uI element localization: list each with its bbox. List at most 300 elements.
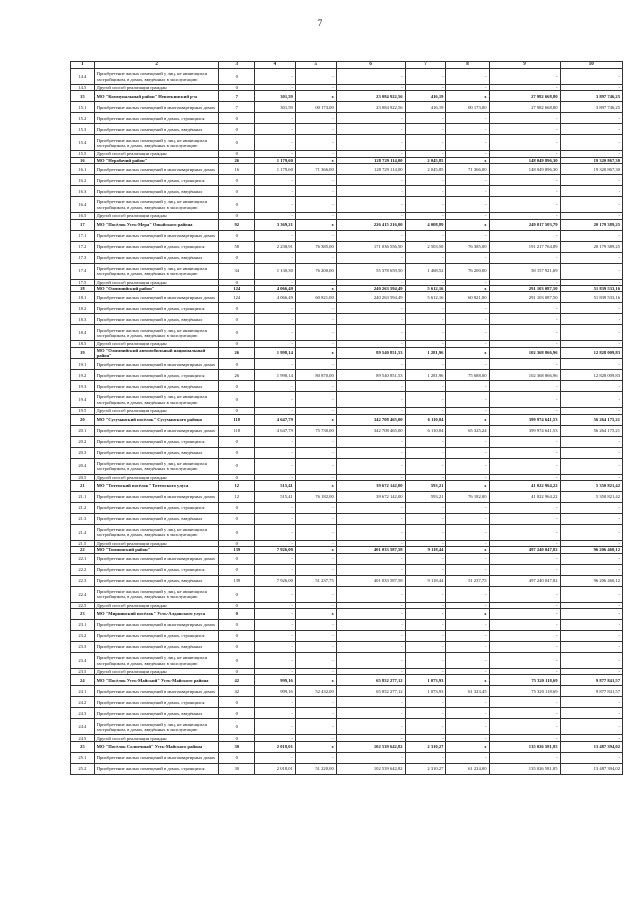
table-cell: - xyxy=(560,325,622,341)
table-cell: - xyxy=(295,447,336,458)
table-cell: - xyxy=(560,279,622,285)
table-cell: - xyxy=(405,474,446,480)
table-cell: 26 xyxy=(219,370,255,381)
table-row xyxy=(71,175,623,186)
table-cell: 17.2 xyxy=(71,241,95,252)
table-cell: - xyxy=(405,502,446,513)
row-label-cell: Приобретение жилых помещений у лиц, не являющихся застройщиком, в домах, введённых в эксплуатацию xyxy=(94,653,219,669)
table-row xyxy=(71,359,623,370)
table-cell: 76 182,00 xyxy=(446,491,489,502)
row-label-cell: МО "Посёлок Солнечный" Усть-Майского района xyxy=(94,741,219,752)
table-cell: - xyxy=(489,252,560,263)
table-cell: - xyxy=(295,697,336,708)
table-cell: - xyxy=(336,303,405,314)
table-cell: - xyxy=(405,359,446,370)
table-cell: - xyxy=(254,392,295,408)
table-cell: 0 xyxy=(219,325,255,341)
table-cell: - xyxy=(489,213,560,219)
table-cell: - xyxy=(489,524,560,540)
table-row xyxy=(71,69,623,85)
table-cell: - xyxy=(446,697,489,708)
table-cell: - xyxy=(295,524,336,540)
table-cell: - xyxy=(560,314,622,325)
table-cell: 0 xyxy=(219,85,255,91)
table-cell: - xyxy=(405,252,446,263)
table-row xyxy=(71,708,623,719)
table-cell: 21 xyxy=(71,480,95,491)
table-cell: 416,19 xyxy=(405,91,446,102)
table-cell: - xyxy=(446,113,489,124)
table-cell: 17.3 xyxy=(71,252,95,263)
table-cell: 497 240 047,82 xyxy=(489,547,560,553)
table-cell: - xyxy=(295,620,336,631)
table-cell: - xyxy=(295,653,336,669)
table-cell: - xyxy=(446,135,489,151)
table-cell: 14.4 xyxy=(71,69,95,85)
table-cell: 24 xyxy=(71,675,95,686)
table-cell: 58 xyxy=(219,241,255,252)
table-row xyxy=(71,586,623,602)
table-cell: - xyxy=(295,513,336,524)
table-cell: - xyxy=(489,653,560,669)
table-cell: - xyxy=(489,381,560,392)
table-cell: x xyxy=(446,157,489,163)
table-cell: 65 852 277,12 xyxy=(336,686,405,697)
table-cell: - xyxy=(254,540,295,546)
table-cell: - xyxy=(560,735,622,741)
table-cell: - xyxy=(295,175,336,186)
row-label-cell: Приобретение жилых помещений у лиц, не являющихся застройщиком, в домах, введённых в эксплуатацию xyxy=(94,458,219,474)
table-cell: 118 xyxy=(219,414,255,425)
table-row xyxy=(71,609,623,620)
table-cell: - xyxy=(405,341,446,347)
table-cell: 52 432,00 xyxy=(295,686,336,697)
table-cell: - xyxy=(446,708,489,719)
table-cell: - xyxy=(254,279,295,285)
row-label-cell: МО "Олимпийский район" xyxy=(94,285,219,291)
table-cell: - xyxy=(446,252,489,263)
table-cell: - xyxy=(336,113,405,124)
table-cell: 1 281,96 xyxy=(405,370,446,381)
table-cell: - xyxy=(254,458,295,474)
table-cell: - xyxy=(336,642,405,653)
table-cell: 0 xyxy=(219,392,255,408)
table-cell: - xyxy=(295,381,336,392)
table-row xyxy=(71,135,623,151)
table-cell: 22 xyxy=(71,547,95,553)
table-cell: - xyxy=(446,752,489,763)
row-label-cell: Приобретение жилых помещений в домах, строящихся xyxy=(94,303,219,314)
table-cell: 17.4 xyxy=(71,263,95,279)
table-cell: 2 310,27 xyxy=(405,741,446,752)
table-cell: - xyxy=(254,474,295,480)
table-cell: - xyxy=(254,602,295,608)
table-cell: 27 982 668,80 xyxy=(489,102,560,113)
table-cell: 1 468,52 xyxy=(405,263,446,279)
table-cell: - xyxy=(489,513,560,524)
row-label-cell: Приобретение жилых помещений в многоквартирных домах xyxy=(94,164,219,175)
table-cell: 16 xyxy=(71,157,95,163)
row-label-cell: Приобретение жилых помещений в домах, введённых xyxy=(94,575,219,586)
table-cell: 24.3 xyxy=(71,708,95,719)
table-cell: 0 xyxy=(219,540,255,546)
table-cell: 76 200,00 xyxy=(446,263,489,279)
table-cell: - xyxy=(336,359,405,370)
table-cell: - xyxy=(295,408,336,414)
table-cell: 24.1 xyxy=(71,686,95,697)
table-cell: 1 073,93 xyxy=(405,675,446,686)
table-cell: - xyxy=(489,474,560,480)
table-cell: 80 870,00 xyxy=(295,370,336,381)
row-label-cell: Другой способ реализации граждан xyxy=(94,669,219,675)
row-label-cell: Приобретение жилых помещений у лиц, не являющихся застройщиком, в домах, введённых в эксплуатацию xyxy=(94,135,219,151)
table-cell: x xyxy=(295,347,336,358)
table-cell: - xyxy=(295,458,336,474)
table-cell: - xyxy=(489,113,560,124)
table-cell: x xyxy=(446,741,489,752)
table-cell: - xyxy=(446,186,489,197)
table-cell: 4 647,79 xyxy=(254,425,295,436)
table-cell: - xyxy=(295,502,336,513)
table-cell: 2 310,27 xyxy=(405,763,446,774)
table-cell: 25.1 xyxy=(71,752,95,763)
table-cell: 0 xyxy=(219,230,255,241)
table-cell: 0 xyxy=(219,447,255,458)
table-cell: 0 xyxy=(219,513,255,524)
table-cell: 0 xyxy=(219,197,255,213)
table-cell: - xyxy=(295,252,336,263)
table-cell: - xyxy=(405,669,446,675)
row-label-cell: Приобретение жилых помещений в домах, строящихся xyxy=(94,113,219,124)
table-cell: 21.3 xyxy=(71,513,95,524)
table-cell: - xyxy=(560,474,622,480)
table-cell: x xyxy=(295,285,336,291)
table-cell: - xyxy=(254,359,295,370)
table-cell: - xyxy=(405,113,446,124)
table-cell: - xyxy=(336,735,405,741)
table-cell: 15.5 xyxy=(71,151,95,157)
table-cell: 51 237,75 xyxy=(295,575,336,586)
table-cell: - xyxy=(295,303,336,314)
table-cell: - xyxy=(446,408,489,414)
table-cell: 0 xyxy=(219,69,255,85)
table-cell: 399 974 641,53 xyxy=(489,425,560,436)
table-cell: x xyxy=(446,675,489,686)
table-cell: x xyxy=(446,219,489,230)
table-cell: - xyxy=(254,408,295,414)
table-cell: 16.5 xyxy=(71,213,95,219)
table-cell: x xyxy=(295,547,336,553)
column-header: 9 xyxy=(489,62,560,69)
table-cell: - xyxy=(489,642,560,653)
table-cell: - xyxy=(254,85,295,91)
table-cell: - xyxy=(489,124,560,135)
table-cell: 1 179,60 xyxy=(254,164,295,175)
table-cell: - xyxy=(405,697,446,708)
table-cell: - xyxy=(405,303,446,314)
column-header: 4 xyxy=(254,62,295,69)
table-cell: - xyxy=(446,653,489,669)
table-cell: - xyxy=(560,653,622,669)
table-cell: - xyxy=(446,553,489,564)
table-row xyxy=(71,252,623,263)
row-label-cell: Приобретение жилых помещений в домах, введённых xyxy=(94,124,219,135)
table-cell: 1 998,14 xyxy=(254,370,295,381)
table-cell: - xyxy=(405,708,446,719)
table-cell: 00 173,00 xyxy=(295,102,336,113)
table-cell: 20.1 xyxy=(71,425,95,436)
row-label-cell: Другой способ реализации граждан xyxy=(94,279,219,285)
table-row xyxy=(71,458,623,474)
table-cell: - xyxy=(446,303,489,314)
table-cell: 9 877 841,57 xyxy=(560,686,622,697)
table-cell: 12 xyxy=(219,491,255,502)
table-cell: 135 026 581,85 xyxy=(489,741,560,752)
table-cell: x xyxy=(295,219,336,230)
table-cell: 6 110,04 xyxy=(405,414,446,425)
table-cell: - xyxy=(560,586,622,602)
column-header: 8 xyxy=(446,62,489,69)
table-row xyxy=(71,263,623,279)
table-cell: 342 708 465,00 xyxy=(336,414,405,425)
table-cell: 19.5 xyxy=(71,408,95,414)
table-cell: 51 839 533,16 xyxy=(560,292,622,303)
table-cell: - xyxy=(560,151,622,157)
table-cell: - xyxy=(336,325,405,341)
table-cell: 51 839 533,16 xyxy=(560,285,622,291)
table-cell: 65 852 277,12 xyxy=(336,675,405,686)
table-cell: - xyxy=(254,113,295,124)
table-cell: 0 xyxy=(219,359,255,370)
table-cell: 0 xyxy=(219,135,255,151)
table-cell: 23.1 xyxy=(71,620,95,631)
table-row xyxy=(71,102,623,113)
row-label-cell: Приобретение жилых помещений у лиц, не являющихся застройщиком, в домах, введённых в эксплуатацию xyxy=(94,263,219,279)
table-cell: - xyxy=(254,252,295,263)
table-cell: - xyxy=(295,474,336,480)
table-cell: 5 350 821,42 xyxy=(560,491,622,502)
table-cell: 2 018,01 xyxy=(254,763,295,774)
table-cell: 22.2 xyxy=(71,564,95,575)
table-cell: 21.2 xyxy=(71,502,95,513)
table-cell: - xyxy=(405,392,446,408)
table-cell: 16.1 xyxy=(71,164,95,175)
table-cell: - xyxy=(254,341,295,347)
table-row xyxy=(71,675,623,686)
table-cell: 12 828 009,83 xyxy=(560,347,622,358)
table-cell: 20 179 389,25 xyxy=(560,219,622,230)
table-cell: 26 xyxy=(219,347,255,358)
table-cell: 25.2 xyxy=(71,763,95,774)
table-cell: - xyxy=(489,458,560,474)
table-cell: 593,21 xyxy=(405,480,446,491)
table-cell: 240 263 594,49 xyxy=(336,292,405,303)
table-cell: - xyxy=(336,620,405,631)
table-cell: 416,19 xyxy=(405,102,446,113)
table-cell: 30 xyxy=(219,763,255,774)
table-cell: 0 xyxy=(219,642,255,653)
table-cell: - xyxy=(446,279,489,285)
table-cell: 128 729 114,00 xyxy=(336,164,405,175)
table-cell: - xyxy=(560,263,622,279)
table-cell: - xyxy=(336,381,405,392)
table-cell: - xyxy=(560,752,622,763)
table-cell: 20.4 xyxy=(71,458,95,474)
table-cell: - xyxy=(295,564,336,575)
table-row xyxy=(71,752,623,763)
table-cell: x xyxy=(295,480,336,491)
table-cell: 102 368 866,96 xyxy=(489,370,560,381)
table-cell: 71 366,00 xyxy=(446,164,489,175)
table-cell: 102 539 642,82 xyxy=(336,763,405,774)
row-label-cell: Приобретение жилых помещений в многоквартирных домах xyxy=(94,102,219,113)
row-label-cell: Приобретение жилых помещений в домах, введённых xyxy=(94,447,219,458)
table-cell: 18.2 xyxy=(71,303,95,314)
table-cell: 0 xyxy=(219,586,255,602)
table-cell: - xyxy=(489,447,560,458)
table-cell: 342 708 465,00 xyxy=(336,425,405,436)
table-cell: - xyxy=(405,69,446,85)
table-cell: - xyxy=(254,436,295,447)
table-cell: 0 xyxy=(219,502,255,513)
table-row xyxy=(71,91,623,102)
table-cell: 61 224,00 xyxy=(446,763,489,774)
table-cell: 401 033 587,58 xyxy=(336,575,405,586)
row-label-cell: Другой способ реализации граждан xyxy=(94,213,219,219)
row-label-cell: МО "Нерабочий район" xyxy=(94,157,219,163)
table-cell: - xyxy=(446,513,489,524)
table-cell: 0 xyxy=(219,113,255,124)
table-cell: 23 084 922,56 xyxy=(336,91,405,102)
table-cell: x xyxy=(446,480,489,491)
row-label-cell: Приобретение жилых помещений в домах, введённых xyxy=(94,708,219,719)
table-cell: 0 xyxy=(219,474,255,480)
table-cell: 60 821,00 xyxy=(295,292,336,303)
table-cell: 7 926,00 xyxy=(254,547,295,553)
row-label-cell: Приобретение жилых помещений у лиц, не являющихся застройщиком, в домах, введённых в эксплуатацию xyxy=(94,524,219,540)
table-cell: - xyxy=(446,325,489,341)
table-cell: 2 238,91 xyxy=(254,241,295,252)
table-row xyxy=(71,719,623,735)
row-label-cell: Приобретение жилых помещений в многоквартирных домах xyxy=(94,553,219,564)
table-cell: 16 xyxy=(219,164,255,175)
table-cell: - xyxy=(295,197,336,213)
table-cell: 0 xyxy=(219,213,255,219)
table-cell: - xyxy=(405,381,446,392)
table-cell: x xyxy=(446,609,489,620)
table-cell: - xyxy=(446,175,489,186)
table-cell: 89 540 851,53 xyxy=(336,370,405,381)
row-label-cell: Другой способ реализации граждан xyxy=(94,474,219,480)
row-label-cell: Приобретение жилых помещений у лиц, не являющихся застройщиком, в домах, введённых в эксплуатацию xyxy=(94,586,219,602)
table-cell: 30 xyxy=(219,741,255,752)
table-cell: - xyxy=(446,69,489,85)
table-cell: 39 672 142,00 xyxy=(336,491,405,502)
row-label-cell: Приобретение жилых помещений в домах, введённых xyxy=(94,642,219,653)
table-cell: - xyxy=(336,553,405,564)
table-cell: - xyxy=(405,609,446,620)
table-cell: 0 xyxy=(219,697,255,708)
table-cell: 999,16 xyxy=(254,675,295,686)
table-cell: 23 084 922,56 xyxy=(336,102,405,113)
table-cell: - xyxy=(295,314,336,325)
table-cell: - xyxy=(446,230,489,241)
table-cell: 15.3 xyxy=(71,124,95,135)
table-cell: 20.3 xyxy=(71,447,95,458)
table-cell: x xyxy=(446,547,489,553)
table-cell: 3 369,21 xyxy=(254,219,295,230)
data-table xyxy=(70,61,623,775)
table-cell: - xyxy=(336,124,405,135)
table-cell: - xyxy=(405,620,446,631)
row-label-cell: МО "Мирнинский посёлок" Усть-Алданского улуса xyxy=(94,609,219,620)
table-cell: - xyxy=(446,602,489,608)
table-cell: - xyxy=(489,502,560,513)
table-cell: 4 066,49 xyxy=(254,292,295,303)
table-row xyxy=(71,524,623,540)
table-cell: 0 xyxy=(219,408,255,414)
table-cell: x xyxy=(295,741,336,752)
table-cell: 301,59 xyxy=(254,91,295,102)
table-cell: 22.1 xyxy=(71,553,95,564)
table-cell: - xyxy=(560,436,622,447)
table-cell: 24.4 xyxy=(71,719,95,735)
table-cell: - xyxy=(295,602,336,608)
table-cell: - xyxy=(446,564,489,575)
table-cell: 1 179,60 xyxy=(254,157,295,163)
table-cell: - xyxy=(405,553,446,564)
row-label-cell: Другой способ реализации граждан xyxy=(94,408,219,414)
table-cell: 19 xyxy=(71,347,95,358)
table-row xyxy=(71,219,623,230)
table-cell: 0 xyxy=(219,564,255,575)
table-cell: 18.4 xyxy=(71,325,95,341)
table-cell: x xyxy=(446,285,489,291)
table-cell: - xyxy=(254,697,295,708)
table-cell: 41 022 964,22 xyxy=(489,491,560,502)
table-cell: - xyxy=(295,631,336,642)
table-cell: 41 022 964,22 xyxy=(489,480,560,491)
table-cell: - xyxy=(295,341,336,347)
table-row xyxy=(71,653,623,669)
table-row xyxy=(71,686,623,697)
table-cell: - xyxy=(446,359,489,370)
table-cell: - xyxy=(295,642,336,653)
table-cell: - xyxy=(560,85,622,91)
table-row xyxy=(71,197,623,213)
table-cell: - xyxy=(446,642,489,653)
table-cell: 135 026 581,85 xyxy=(489,763,560,774)
table-cell: - xyxy=(336,230,405,241)
table-cell: 17 xyxy=(71,219,95,230)
table-row xyxy=(71,230,623,241)
table-cell: - xyxy=(405,735,446,741)
table-cell: - xyxy=(560,230,622,241)
table-cell: x xyxy=(446,347,489,358)
table-cell: - xyxy=(295,752,336,763)
table-cell: - xyxy=(336,752,405,763)
table-cell: - xyxy=(295,708,336,719)
table-cell: - xyxy=(336,436,405,447)
table-row xyxy=(71,697,623,708)
table-cell: 0 xyxy=(219,708,255,719)
table-cell: 26 xyxy=(219,157,255,163)
table-cell: 5 350 821,42 xyxy=(560,480,622,491)
table-cell: - xyxy=(295,586,336,602)
table-cell: - xyxy=(295,553,336,564)
table-cell: 23.3 xyxy=(71,642,95,653)
table-cell: - xyxy=(446,458,489,474)
